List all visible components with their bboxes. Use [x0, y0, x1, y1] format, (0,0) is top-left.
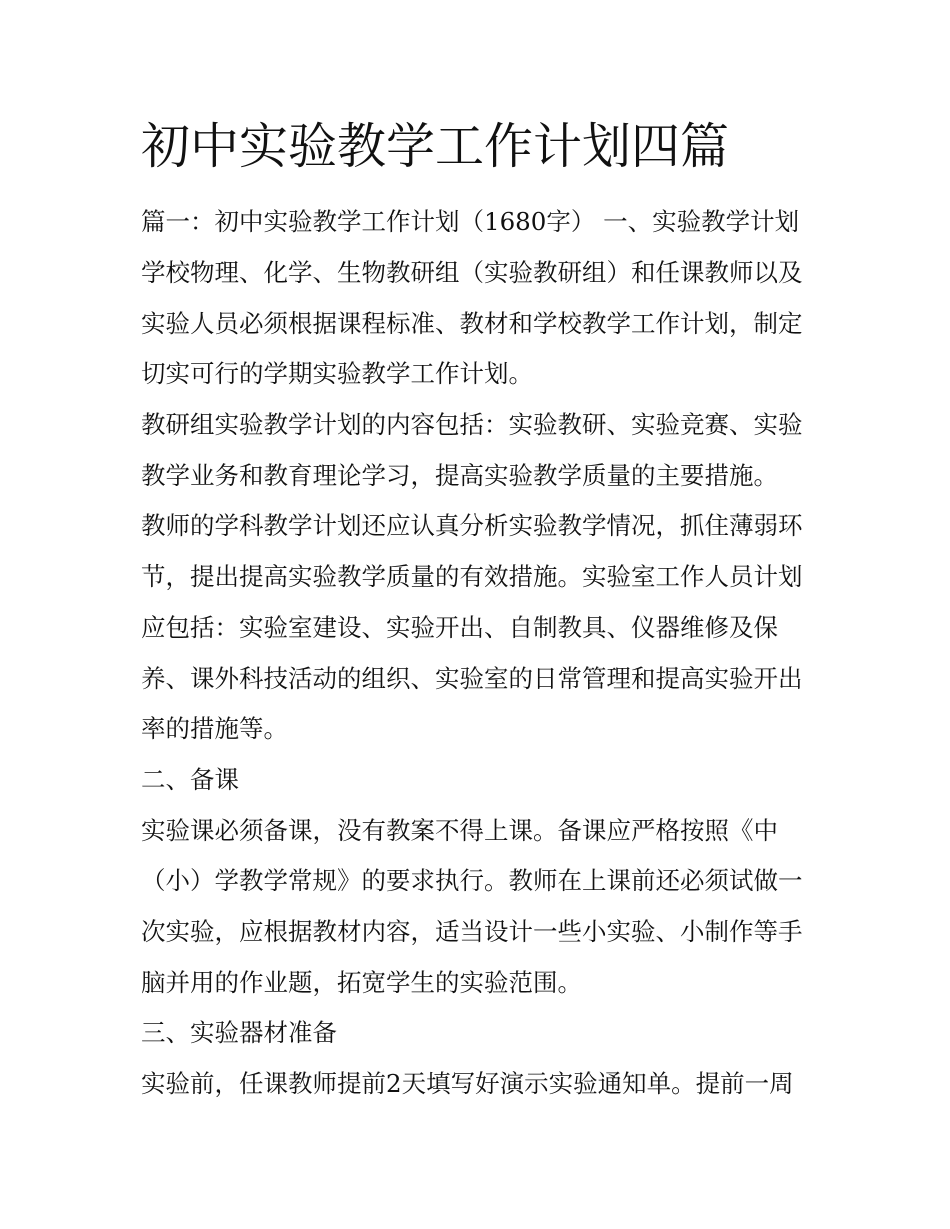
text-line: 实验前，任课教师提前2天填写好演示实验通知单。提前一周	[141, 1069, 794, 1098]
text-line: （小）学教学常规》的要求执行。教师在上课前还必须试做一	[141, 866, 803, 895]
page-title: 初中实验教学工作计划四篇	[141, 118, 730, 175]
text-line: 次实验，应根据教材内容，适当设计一些小实验、小制作等手	[141, 917, 803, 946]
text-line: 率的措施等。	[141, 714, 288, 743]
text-line: 教研组实验教学计划的内容包括：实验教研、实验竞赛、实验	[141, 410, 803, 439]
text-line: 实验课必须备课，没有教案不得上课。备课应严格按照《中	[141, 816, 778, 845]
text-line: 教师的学科教学计划还应认真分析实验教学情况，抓住薄弱环	[141, 511, 803, 540]
text-line: 实验人员必须根据课程标准、教材和学校教学工作计划，制定	[141, 309, 803, 338]
section-heading: 三、实验器材准备	[141, 1018, 337, 1047]
text-line: 应包括：实验室建设、实验开出、自制教具、仪器维修及保	[141, 613, 778, 642]
text-line: 节，提出提高实验教学质量的有效措施。实验室工作人员计划	[141, 562, 803, 591]
section-heading: 二、备课	[141, 765, 239, 794]
text-line: 切实可行的学期实验教学工作计划。	[141, 359, 533, 388]
text-line: 教学业务和教育理论学习，提高实验教学质量的主要措施。	[141, 461, 778, 490]
text-line: 篇一：初中实验教学工作计划（1680字） 一、实验教学计划	[141, 207, 800, 236]
text-line: 脑并用的作业题，拓宽学生的实验范围。	[141, 968, 582, 997]
text-line: 学校物理、化学、生物教研组（实验教研组）和任课教师以及	[141, 258, 803, 287]
text-line: 养、课外科技活动的组织、实验室的日常管理和提高实验开出	[141, 664, 803, 693]
